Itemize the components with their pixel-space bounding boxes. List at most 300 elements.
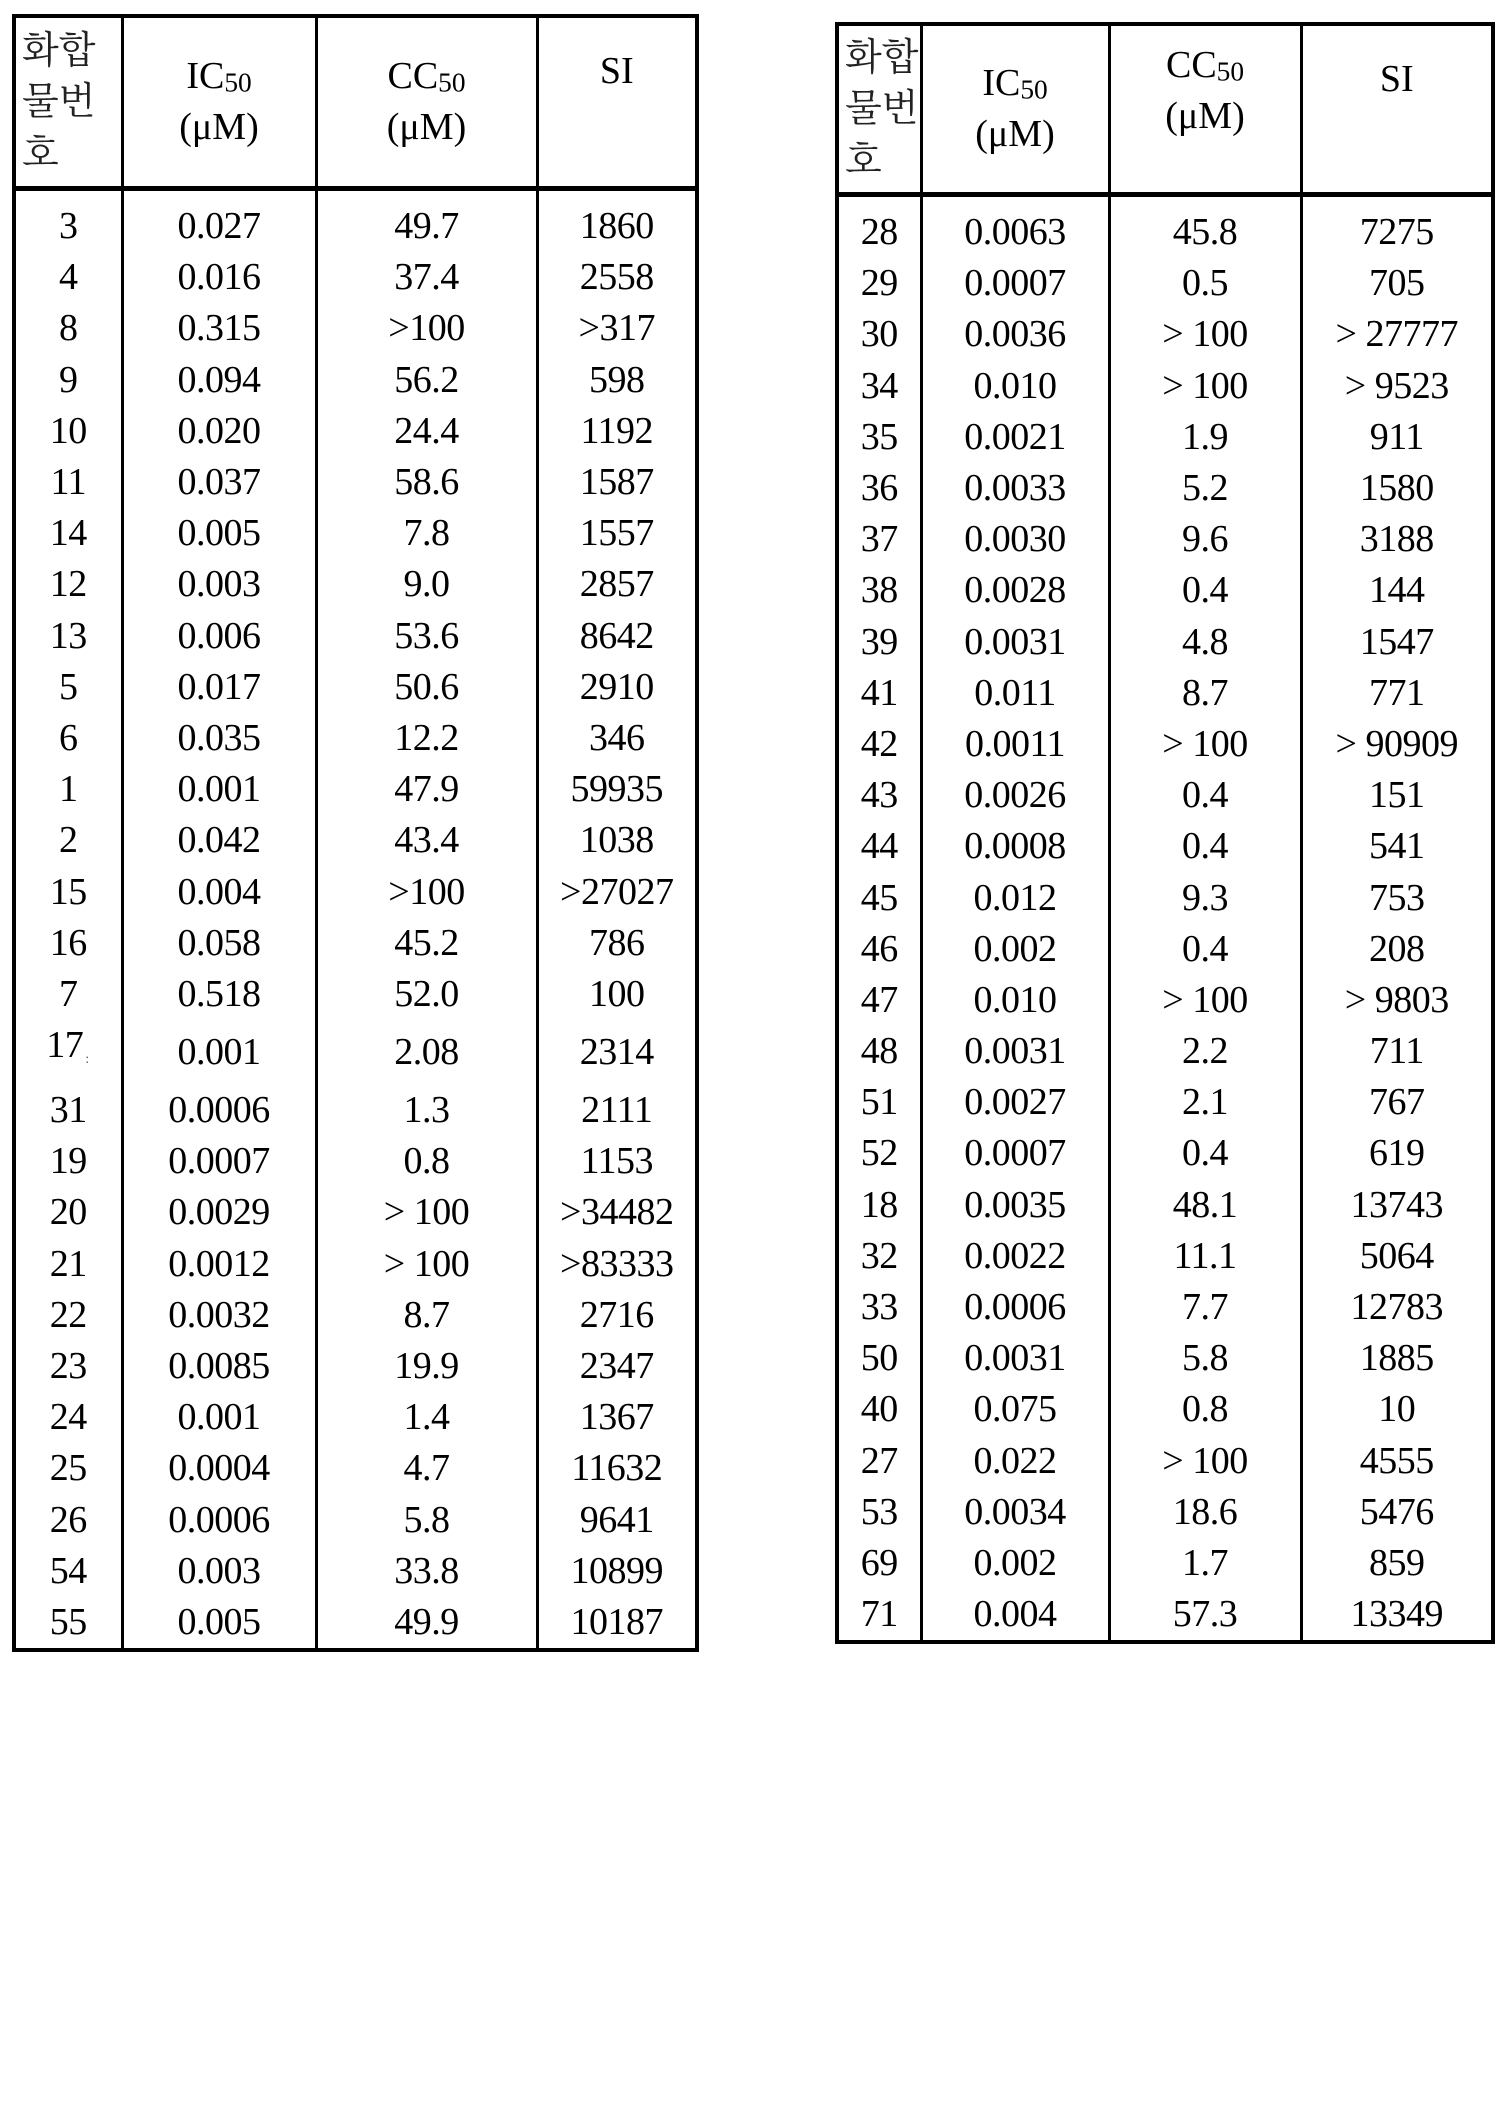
cell-si: 9641 — [537, 1495, 697, 1546]
cell-compound-number — [837, 617, 921, 668]
cell-compound-number — [14, 559, 122, 610]
cell-si: 151 — [1301, 770, 1493, 821]
cell-ic50: 0.005 — [122, 1597, 316, 1650]
cell-si: 911 — [1301, 412, 1493, 463]
cell-ic50: 0.315 — [122, 303, 316, 354]
cell-ic50: 0.004 — [122, 866, 316, 917]
table-row — [14, 969, 697, 1020]
cell-cc50: 57.3 — [1109, 1589, 1301, 1642]
table-row — [837, 514, 1493, 565]
cell-compound-number — [837, 1231, 921, 1282]
cell-si: 10187 — [537, 1597, 697, 1650]
cell-si: 1038 — [537, 815, 697, 866]
cell-ic50: 0.027 — [122, 189, 316, 253]
header-ic50-subscript: 50 — [1020, 73, 1048, 104]
header-ic50-label: IC — [982, 61, 1021, 104]
cell-si: 2910 — [537, 662, 697, 713]
table-row — [14, 457, 697, 508]
table-row — [837, 1231, 1493, 1282]
header-row — [14, 16, 697, 189]
cell-ic50: 0.0034 — [921, 1487, 1109, 1538]
cell-cc50: 33.8 — [316, 1546, 537, 1597]
table-row — [14, 1187, 697, 1238]
cell-si: 208 — [1301, 924, 1493, 975]
table-row — [837, 1589, 1493, 1642]
cell-ic50: 0.020 — [122, 406, 316, 457]
cell-si: 753 — [1301, 872, 1493, 923]
cell-si: 1367 — [537, 1392, 697, 1443]
table-row — [837, 412, 1493, 463]
header-ic50-subscript: 50 — [224, 66, 252, 97]
cell-cc50: 1.7 — [1109, 1538, 1301, 1589]
cell-compound-number — [14, 918, 122, 969]
header-ic50-unit: (μM) — [179, 106, 259, 148]
cell-si: 619 — [1301, 1128, 1493, 1179]
cell-ic50: 0.006 — [122, 611, 316, 662]
compound-number: 7 — [59, 972, 78, 1015]
cell-si: 711 — [1301, 1026, 1493, 1077]
cell-cc50: >100 — [316, 303, 537, 354]
cell-ic50: 0.0008 — [921, 821, 1109, 872]
cell-si: > 27777 — [1301, 309, 1493, 360]
compound-number: 53 — [860, 1490, 898, 1533]
cell-compound-number — [14, 189, 122, 253]
cell-cc50: 56.2 — [316, 355, 537, 406]
table-row — [14, 662, 697, 713]
cell-si: 2857 — [537, 559, 697, 610]
cell-si: 59935 — [537, 764, 697, 815]
cell-cc50: 0.4 — [1109, 1128, 1301, 1179]
cell-cc50: 0.5 — [1109, 258, 1301, 309]
compound-number: 45 — [860, 876, 898, 919]
cell-cc50: 47.9 — [316, 764, 537, 815]
compound-number: 26 — [49, 1498, 87, 1541]
cell-compound-number — [14, 508, 122, 559]
cell-si: > 90909 — [1301, 719, 1493, 770]
cell-si: 2314 — [537, 1020, 697, 1085]
cell-compound-number — [14, 1187, 122, 1238]
cell-cc50: 1.9 — [1109, 412, 1301, 463]
cell-cc50: 50.6 — [316, 662, 537, 713]
cell-compound-number — [837, 1436, 921, 1487]
compound-number: 2 — [59, 819, 78, 862]
cell-compound-number — [837, 668, 921, 719]
cell-cc50: 1.4 — [316, 1392, 537, 1443]
compound-number: 1 — [59, 768, 78, 811]
cell-cc50: 53.6 — [316, 611, 537, 662]
cell-compound-number — [14, 1020, 122, 1085]
table-row — [837, 1282, 1493, 1333]
table-row — [14, 611, 697, 662]
cell-si: 859 — [1301, 1538, 1493, 1589]
header-compound-number: 화합물번호 — [837, 24, 921, 195]
cell-cc50: 11.1 — [1109, 1231, 1301, 1282]
header-cc50-label: CC — [1165, 44, 1217, 86]
cell-cc50: 4.8 — [1109, 617, 1301, 668]
compound-number: 52 — [860, 1132, 898, 1175]
cell-ic50: 0.004 — [921, 1589, 1109, 1642]
compound-number: 71 — [860, 1593, 898, 1636]
compound-number: 10 — [49, 409, 87, 452]
cell-si: 2111 — [537, 1085, 697, 1136]
header-ic50 — [122, 16, 316, 189]
cell-si: 1580 — [1301, 463, 1493, 514]
cell-ic50: 0.094 — [122, 355, 316, 406]
cell-ic50: 0.0027 — [921, 1077, 1109, 1128]
compound-number: 37 — [860, 518, 898, 561]
scan-mark: : — [85, 1052, 91, 1067]
compound-number: 3 — [59, 205, 78, 248]
compound-number: 55 — [49, 1600, 87, 1643]
table-row — [14, 1085, 697, 1136]
cell-compound-number — [837, 1333, 921, 1384]
cell-si: 3188 — [1301, 514, 1493, 565]
header-cc50-unit: (μM) — [386, 106, 467, 148]
cell-si: 541 — [1301, 821, 1493, 872]
cell-compound-number — [14, 1495, 122, 1546]
cell-si: 771 — [1301, 668, 1493, 719]
cell-compound-number — [837, 514, 921, 565]
cell-compound-number — [14, 1392, 122, 1443]
compound-number: 16 — [49, 921, 87, 964]
header-compound-number: 화합물번호 — [14, 16, 122, 189]
cell-ic50: 0.042 — [122, 815, 316, 866]
table-row — [14, 1546, 697, 1597]
cell-compound-number — [837, 1026, 921, 1077]
table-row — [14, 559, 697, 610]
table-row — [837, 719, 1493, 770]
compound-number: 35 — [860, 415, 898, 458]
table-row — [14, 508, 697, 559]
cell-si: >83333 — [537, 1239, 697, 1290]
cell-compound-number — [14, 969, 122, 1020]
compound-number: 23 — [49, 1345, 87, 1388]
cell-ic50: 0.012 — [921, 872, 1109, 923]
cell-ic50: 0.0063 — [921, 195, 1109, 259]
cell-ic50: 0.0012 — [122, 1239, 316, 1290]
compound-number: 8 — [59, 307, 78, 350]
compound-number: 17 — [46, 1024, 84, 1066]
cell-si: 13349 — [1301, 1589, 1493, 1642]
compound-number: 54 — [49, 1549, 87, 1592]
header-cc50 — [316, 16, 537, 189]
table-row — [14, 1392, 697, 1443]
cell-cc50: 7.8 — [316, 508, 537, 559]
cell-si: 705 — [1301, 258, 1493, 309]
cell-compound-number — [837, 1128, 921, 1179]
cell-ic50: 0.0007 — [921, 258, 1109, 309]
cell-cc50: > 100 — [1109, 361, 1301, 412]
table-row — [837, 463, 1493, 514]
cell-ic50: 0.005 — [122, 508, 316, 559]
cell-compound-number — [14, 457, 122, 508]
cell-cc50: > 100 — [1109, 975, 1301, 1026]
compound-number: 13 — [49, 614, 87, 657]
cell-cc50: > 100 — [316, 1239, 537, 1290]
compound-number: 9 — [59, 358, 78, 401]
table-row — [14, 713, 697, 764]
cell-ic50: 0.002 — [921, 924, 1109, 975]
table-row — [14, 1443, 697, 1494]
compound-number: 4 — [59, 256, 78, 299]
compound-number: 18 — [860, 1183, 898, 1226]
cell-cc50: 8.7 — [316, 1290, 537, 1341]
cell-ic50: 0.016 — [122, 252, 316, 303]
cell-si: 1885 — [1301, 1333, 1493, 1384]
cell-ic50: 0.002 — [921, 1538, 1109, 1589]
table-row — [14, 355, 697, 406]
header-ic50-label: IC — [186, 54, 225, 97]
cell-si: 2558 — [537, 252, 697, 303]
cell-compound-number — [14, 662, 122, 713]
cell-ic50: 0.003 — [122, 1546, 316, 1597]
cell-si: 8642 — [537, 611, 697, 662]
cell-ic50: 0.0007 — [122, 1136, 316, 1187]
cell-compound-number — [837, 258, 921, 309]
table-row — [837, 924, 1493, 975]
cell-si: 1153 — [537, 1136, 697, 1187]
cell-compound-number — [14, 1546, 122, 1597]
cell-cc50: 5.8 — [1109, 1333, 1301, 1384]
header-si: SI — [1301, 24, 1493, 195]
cell-ic50: 0.0031 — [921, 617, 1109, 668]
cell-compound-number — [837, 1282, 921, 1333]
cell-si: > 9523 — [1301, 361, 1493, 412]
cell-ic50: 0.0028 — [921, 565, 1109, 616]
table-row — [837, 668, 1493, 719]
table-row — [837, 361, 1493, 412]
cell-ic50: 0.518 — [122, 969, 316, 1020]
cell-cc50: 58.6 — [316, 457, 537, 508]
cell-cc50: 2.08 — [316, 1020, 537, 1085]
header-cc50 — [1109, 24, 1301, 195]
header-cc50-subscript: 50 — [438, 66, 466, 97]
cell-ic50: 0.0004 — [122, 1443, 316, 1494]
cell-compound-number — [837, 1384, 921, 1435]
cell-cc50: 0.4 — [1109, 821, 1301, 872]
cell-compound-number — [837, 361, 921, 412]
table-row — [837, 309, 1493, 360]
table-row — [14, 1136, 697, 1187]
cell-ic50: 0.022 — [921, 1436, 1109, 1487]
cell-ic50: 0.037 — [122, 457, 316, 508]
cell-ic50: 0.0029 — [122, 1187, 316, 1238]
cell-ic50: 0.003 — [122, 559, 316, 610]
table-row — [837, 1538, 1493, 1589]
table-row — [837, 617, 1493, 668]
cell-cc50: 0.8 — [316, 1136, 537, 1187]
compound-number: 39 — [860, 620, 898, 663]
cell-ic50: 0.0036 — [921, 309, 1109, 360]
cell-si: 346 — [537, 713, 697, 764]
cell-compound-number — [14, 1136, 122, 1187]
cell-si: 2716 — [537, 1290, 697, 1341]
cell-compound-number — [837, 1538, 921, 1589]
cell-compound-number — [837, 975, 921, 1026]
compound-number: 50 — [860, 1337, 898, 1380]
cell-ic50: 0.0021 — [921, 412, 1109, 463]
cell-si: 10899 — [537, 1546, 697, 1597]
cell-ic50: 0.0006 — [122, 1495, 316, 1546]
cell-compound-number — [837, 1077, 921, 1128]
cell-compound-number — [14, 303, 122, 354]
table-row — [837, 770, 1493, 821]
table-row — [837, 821, 1493, 872]
table-row — [837, 565, 1493, 616]
header-row — [837, 24, 1493, 195]
cell-cc50: 7.7 — [1109, 1282, 1301, 1333]
cell-cc50: 1.3 — [316, 1085, 537, 1136]
cell-ic50: 0.0011 — [921, 719, 1109, 770]
compound-number: 22 — [49, 1293, 87, 1336]
cell-si: 5476 — [1301, 1487, 1493, 1538]
header-ic50-unit: (μM) — [975, 113, 1055, 155]
compound-number: 51 — [860, 1081, 898, 1124]
cell-si: 2347 — [537, 1341, 697, 1392]
cell-ic50: 0.0026 — [921, 770, 1109, 821]
table-row — [837, 1436, 1493, 1487]
cell-ic50: 0.0022 — [921, 1231, 1109, 1282]
cell-cc50: 0.4 — [1109, 565, 1301, 616]
cell-cc50: 9.3 — [1109, 872, 1301, 923]
compound-number: 46 — [860, 927, 898, 970]
table-header — [837, 24, 1493, 195]
table-row — [837, 1077, 1493, 1128]
compound-number: 38 — [860, 569, 898, 612]
cell-ic50: 0.035 — [122, 713, 316, 764]
cell-cc50: 18.6 — [1109, 1487, 1301, 1538]
table-row — [14, 1341, 697, 1392]
cell-cc50: 9.6 — [1109, 514, 1301, 565]
cell-compound-number — [837, 195, 921, 259]
cell-ic50: 0.0032 — [122, 1290, 316, 1341]
cell-si: >34482 — [537, 1187, 697, 1238]
cell-compound-number — [837, 463, 921, 514]
compound-number: 48 — [860, 1030, 898, 1073]
cell-compound-number — [837, 872, 921, 923]
cell-cc50: 0.8 — [1109, 1384, 1301, 1435]
table-row — [837, 1026, 1493, 1077]
cell-compound-number — [837, 1487, 921, 1538]
cell-ic50: 0.001 — [122, 764, 316, 815]
table-row — [837, 1384, 1493, 1435]
compound-number: 12 — [49, 563, 87, 606]
cell-cc50: 2.2 — [1109, 1026, 1301, 1077]
cell-si: >317 — [537, 303, 697, 354]
cell-compound-number — [14, 355, 122, 406]
cell-si: 144 — [1301, 565, 1493, 616]
cell-compound-number — [837, 924, 921, 975]
cell-si: 786 — [537, 918, 697, 969]
cell-compound-number — [14, 866, 122, 917]
cell-cc50: 49.9 — [316, 1597, 537, 1650]
cell-compound-number — [14, 1341, 122, 1392]
table-row — [14, 1495, 697, 1546]
cell-compound-number — [14, 1290, 122, 1341]
cell-ic50: 0.0031 — [921, 1026, 1109, 1077]
cell-si: > 9803 — [1301, 975, 1493, 1026]
cell-compound-number — [837, 1180, 921, 1231]
cell-compound-number — [837, 565, 921, 616]
compound-number: 15 — [49, 870, 87, 913]
compound-number: 14 — [49, 512, 87, 555]
compound-number: 6 — [59, 716, 78, 759]
table-row — [14, 303, 697, 354]
cell-cc50: 48.1 — [1109, 1180, 1301, 1231]
table-row — [14, 1020, 697, 1085]
compound-number: 29 — [860, 262, 898, 305]
cell-si: 7275 — [1301, 195, 1493, 259]
compound-number: 43 — [860, 774, 898, 817]
table-body — [837, 195, 1493, 1643]
cell-cc50: 2.1 — [1109, 1077, 1301, 1128]
compound-number: 69 — [860, 1541, 898, 1584]
compound-activity-table-right — [835, 22, 1495, 1644]
compound-number: 19 — [49, 1140, 87, 1183]
cell-ic50: 0.0085 — [122, 1341, 316, 1392]
cell-cc50: > 100 — [1109, 719, 1301, 770]
table-row — [14, 815, 697, 866]
cell-ic50: 0.010 — [921, 975, 1109, 1026]
compound-number: 30 — [860, 313, 898, 356]
compound-number: 40 — [860, 1388, 898, 1431]
cell-si: 100 — [537, 969, 697, 1020]
header-cc50-subscript: 50 — [1216, 56, 1245, 87]
cell-si: 1587 — [537, 457, 697, 508]
cell-cc50: 5.2 — [1109, 463, 1301, 514]
table-row — [14, 406, 697, 457]
table-row — [14, 1290, 697, 1341]
header-ic50 — [921, 24, 1109, 195]
compound-number: 11 — [50, 461, 87, 504]
cell-ic50: 0.0035 — [921, 1180, 1109, 1231]
header-cc50-label: CC — [387, 54, 439, 97]
cell-cc50: 9.0 — [316, 559, 537, 610]
table-row — [837, 1180, 1493, 1231]
cell-cc50: 49.7 — [316, 189, 537, 253]
cell-cc50: 12.2 — [316, 713, 537, 764]
header-si: SI — [537, 16, 697, 189]
cell-cc50: 45.8 — [1109, 195, 1301, 259]
cell-ic50: 0.001 — [122, 1020, 316, 1085]
compound-activity-table-left — [12, 14, 699, 1652]
cell-ic50: 0.075 — [921, 1384, 1109, 1435]
table-row — [837, 258, 1493, 309]
compound-number: 21 — [49, 1242, 87, 1285]
cell-ic50: 0.058 — [122, 918, 316, 969]
cell-compound-number — [14, 611, 122, 662]
cell-ic50: 0.0007 — [921, 1128, 1109, 1179]
table-row — [837, 975, 1493, 1026]
compound-number: 32 — [860, 1234, 898, 1277]
cell-compound-number — [14, 1597, 122, 1650]
table-row — [14, 918, 697, 969]
cell-cc50: > 100 — [316, 1187, 537, 1238]
cell-ic50: 0.0031 — [921, 1333, 1109, 1384]
cell-cc50: 8.7 — [1109, 668, 1301, 719]
compound-number: 33 — [860, 1286, 898, 1329]
table-row — [837, 1333, 1493, 1384]
cell-si: 767 — [1301, 1077, 1493, 1128]
cell-ic50: 0.010 — [921, 361, 1109, 412]
cell-compound-number — [14, 815, 122, 866]
table-row — [14, 1597, 697, 1650]
compound-number: 47 — [860, 978, 898, 1021]
cell-si: 5064 — [1301, 1231, 1493, 1282]
cell-compound-number — [837, 770, 921, 821]
cell-compound-number — [14, 1239, 122, 1290]
cell-si: 13743 — [1301, 1180, 1493, 1231]
